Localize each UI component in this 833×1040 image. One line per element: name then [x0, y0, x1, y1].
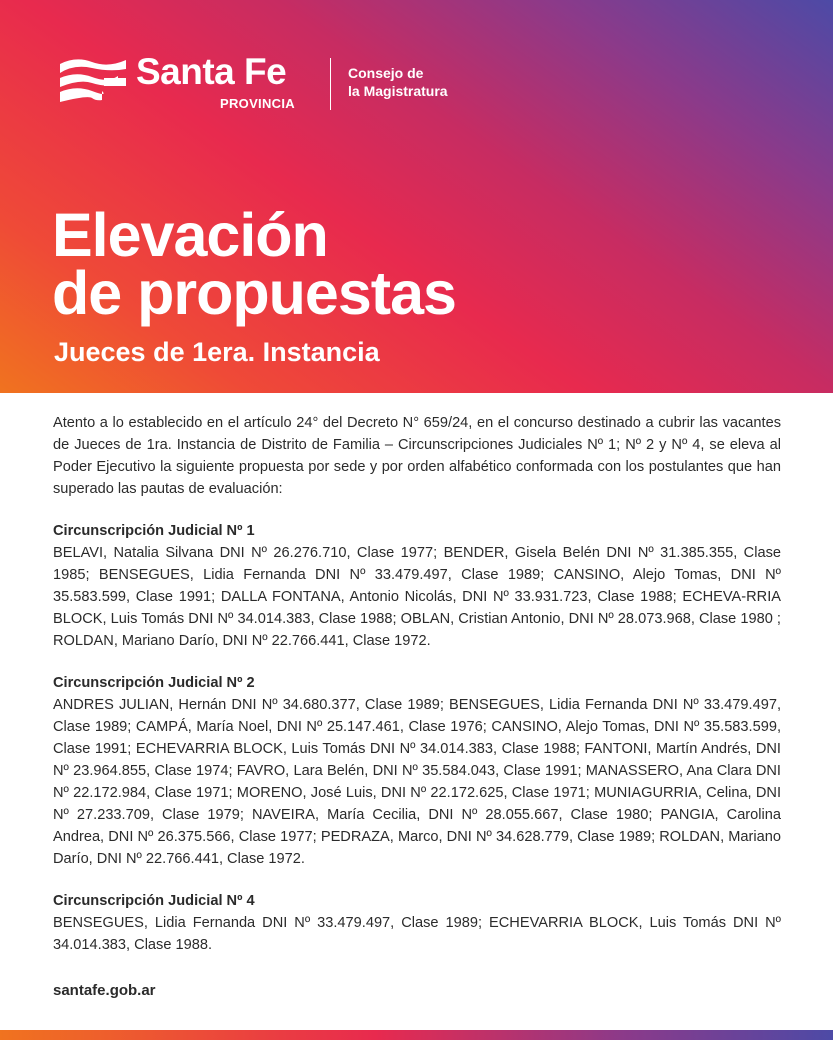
document-body	[53, 412, 781, 976]
bottom-gradient-bar	[0, 1030, 833, 1040]
council-line-2: la Magistratura	[348, 83, 448, 99]
section-circunscripcion-4	[53, 890, 781, 956]
section-circunscripcion-2	[53, 672, 781, 870]
header-divider	[330, 58, 331, 110]
section-heading: Circunscripción Judicial Nº 1	[53, 523, 255, 539]
page-title	[52, 201, 456, 327]
title-line-2: de propuestas	[52, 259, 456, 327]
section-heading: Circunscripción Judicial Nº 4	[53, 893, 255, 909]
santa-fe-logo-icon	[58, 56, 128, 110]
brand-subtitle: PROVINCIA	[220, 96, 295, 111]
council-name	[348, 64, 448, 100]
section-heading: Circunscripción Judicial Nº 2	[53, 675, 255, 691]
page-subtitle: Jueces de 1era. Instancia	[54, 337, 380, 367]
header-banner	[0, 0, 833, 393]
title-line-1: Elevación	[52, 201, 328, 269]
footer-website-link[interactable]: santafe.gob.ar	[53, 982, 156, 999]
section-circunscripcion-1	[53, 520, 781, 652]
section-body: ANDRES JULIAN, Hernán DNI Nº 34.680.377, Clase 1989; BENSEGUES, Lidia Fernanda DNI Nº 33.479.497, Clase 1989; CAMPÁ, María Noel, DNI Nº 25.147.461, Clase 1976; CANSINO, Alejo Tomas, DNI Nº 35.583.599, Clase 1991; ECHEVARRIA BLOCK, Luis Tomás DNI Nº 34.014.383, Clase 1988; FANTONI, Martín Andrés, DNI Nº 23.964.855, Clase 1974; FAVRO, Lara Belén, DNI Nº 35.584.043, Clase 1991; MANASSERO, Ana Clara DNI Nº 22.172.984, Clase 1971; MORENO, José Luis, DNI Nº 22.172.625, Clase 1971; MUNIAGURRIA, Celina, DNI Nº 27.233.709, Clase 1979; NAVEIRA, María Cecilia, DNI Nº 28.055.667, Clase 1980; PANGIA, Carolina Andrea, DNI Nº 26.375.566, Clase 1977; PEDRAZA, Marco, DNI Nº 34.628.779, Clase 1989; ROLDAN, Mariano Darío, DNI Nº 22.766.441, Clase 1972.	[53, 697, 781, 867]
council-line-1: Consejo de	[348, 65, 424, 81]
section-body: BELAVI, Natalia Silvana DNI Nº 26.276.710, Clase 1977; BENDER, Gisela Belén DNI Nº 31.385.355, Clase 1985; BENSEGUES, Lidia Fernanda DNI Nº 33.479.497, Clase 1989; CANSINO, Alejo Tomas, DNI Nº 35.583.599, Clase 1991; DALLA FONTANA, Antonio Nicolás, DNI Nº 33.931.723, Clase 1988; ECHEVA-RRIA BLOCK, Luis Tomás DNI Nº 34.014.383, Clase 1988; OBLAN, Cristian Antonio, DNI Nº 28.073.968, Clase 1980 ; ROLDAN, Mariano Darío, DNI Nº 22.766.441, Clase 1972.	[53, 545, 781, 649]
section-body: BENSEGUES, Lidia Fernanda DNI Nº 33.479.497, Clase 1989; ECHEVARRIA BLOCK, Luis Tomás DNI Nº 34.014.383, Clase 1988.	[53, 915, 781, 953]
brand-name: Santa Fe	[136, 51, 287, 92]
intro-paragraph: Atento a lo establecido en el artículo 24° del Decreto N° 659/24, en el concurso destinado a cubrir las vacantes de Jueces de 1ra. Instancia de Distrito de Familia – Circunscripciones Judiciales Nº 1; Nº 2 y Nº 4, se eleva al Poder Ejecutivo la siguiente propuesta por sede y por orden alfabético conformada con los postulantes que han superado las pautas de evaluación:	[53, 415, 781, 497]
